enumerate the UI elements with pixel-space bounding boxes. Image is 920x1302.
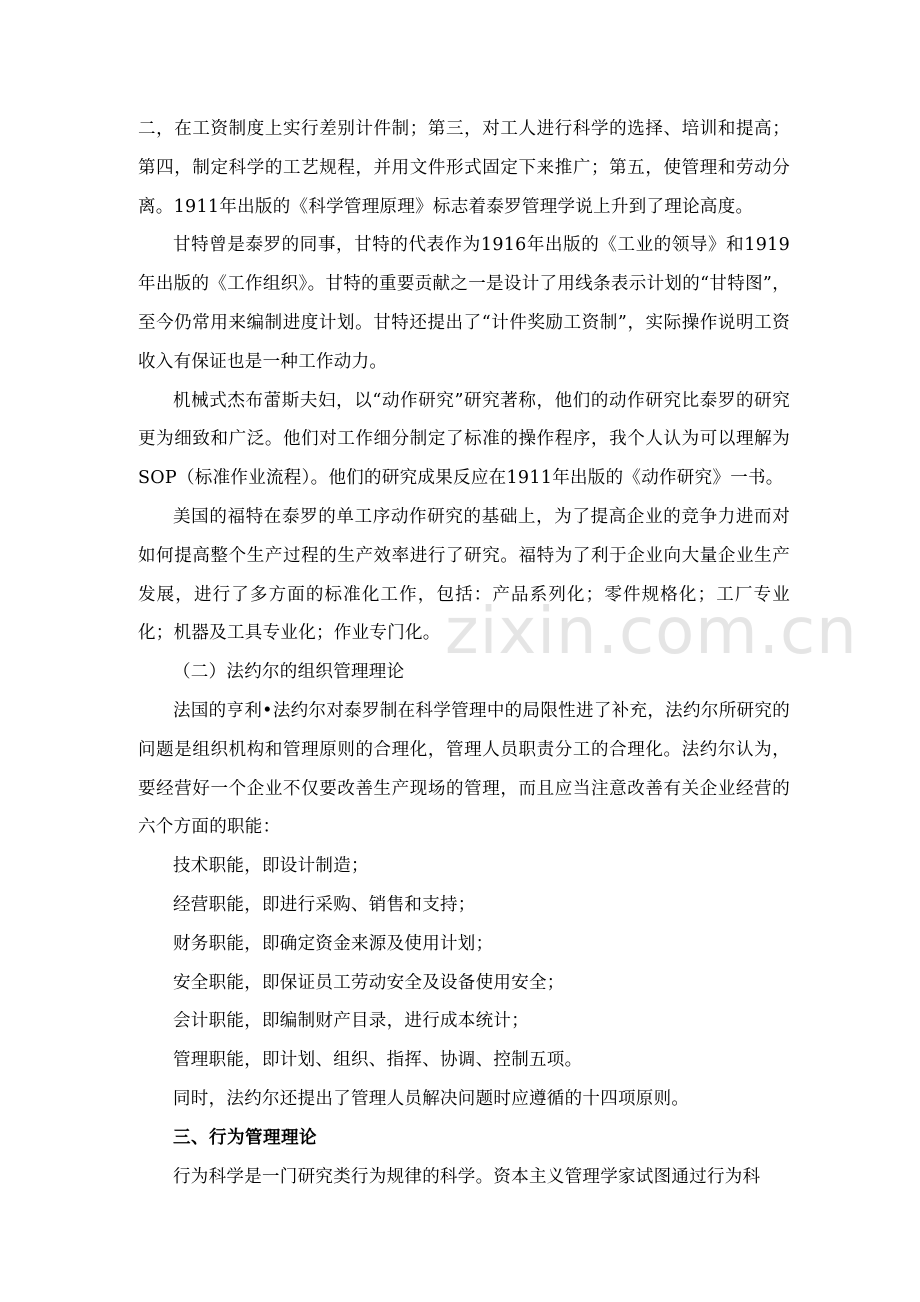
list-item: 技术职能，即设计制造； [173,856,369,877]
paragraph-taylor-continued: 二，在工资制度上实行差别计件制；第三，对工人进行科学的选择、培训和提高；第四，制定科学的工艺规程，并用文件形式固定下来推广；第五，使管理和劳动分离。1911年出版的《科学管理原理》标志着泰罗管理学说上升到了理论高度。 [138,119,790,217]
watermark: zixin.com.cn [445,595,858,669]
list-item: 经营职能，即进行采购、销售和支持； [173,894,476,915]
paragraph-behavioral: 行为科学是一门研究类行为规律的科学。资本主义管理学家试图通过行为科 [173,1166,761,1187]
functions-list [138,847,790,1080]
list-item: 管理职能，即计划、组织、指挥、协调、控制五项。 [173,1050,583,1071]
section-heading: 三、行为管理理论 [173,1127,317,1148]
paragraph-closing: 同时，法约尔还提出了管理人员解决问题时应遵循的十四项原则。 [173,1088,690,1109]
document-body [138,110,790,1196]
subheading-fayol: （二）法约尔的组织管理理论 [173,662,405,683]
list-item: 财务职能，即确定资金来源及使用计划； [173,933,494,954]
paragraph-ford: 美国的福特在泰罗的单工序动作研究的基础上，为了提高企业的竞争力进而对如何提高整个生产过程的生产效率进行了研究。福特为了利于企业向大量企业生产发展，进行了多方面的标准化工作，包括：产品系列化；零件规格化；工厂专业化；机器及工具专业化；作业专门化。 [138,506,790,644]
paragraph-gilbreth: 机械式杰布蕾斯夫妇，以“动作研究”研究著称，他们的动作研究比泰罗的研究更为细致和广泛。他们对工作细分制定了标准的操作程序，我个人认为可以理解为SOP（标准作业流程）。他们的研究成果反应在1911年出版的《动作研究》一书。 [138,390,790,489]
list-item: 安全职能，即保证员工劳动安全及设备使用安全； [173,972,565,993]
list-item: 会计职能，即编制财产目录，进行成本统计； [173,1011,529,1032]
paragraph-fayol: 法国的亨利•法约尔对泰罗制在科学管理中的局限性进了补充，法约尔所研究的问题是组织机构和管理原则的合理化，管理人员职责分工的合理化。法约尔认为，要经营好一个企业不仅要改善生产现场的管理，而且应当注意改善有关企业经营的六个方面的职能： [138,700,790,838]
paragraph-gantt: 甘特曾是泰罗的同事，甘特的代表作为1916年出版的《工业的领导》和1919年出版的《工作组织》。甘特的重要贡献之一是设计了用线条表示计划的“甘特图”，至今仍常用来编制进度计划。甘特还提出了“计件奖励工资制”，实际操作说明工资收入有保证也是一种工作动力。 [138,235,790,372]
